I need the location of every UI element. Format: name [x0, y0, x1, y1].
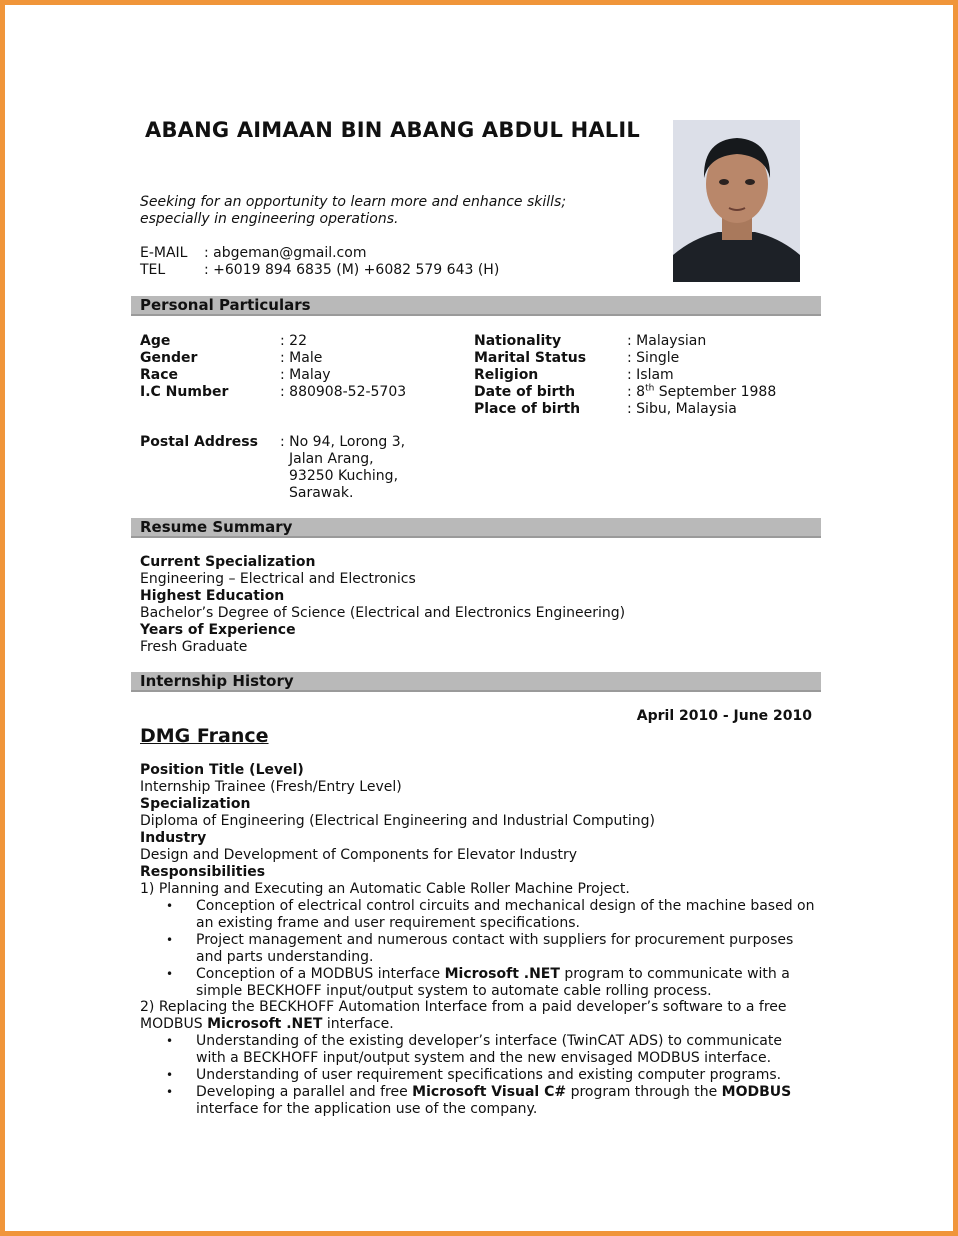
- ic-number-label: I.C Number: [140, 384, 229, 400]
- specialization-label: Current Specialization: [140, 554, 316, 570]
- task-2-line-1: Project management and numerous contact with suppliers for procurement purposes: [196, 932, 794, 948]
- industry-value: Design and Development of Components for Elevator Industry: [140, 847, 578, 863]
- task-3-text: Conception of a MODBUS interface: [196, 966, 445, 982]
- race-label: Race: [140, 367, 179, 383]
- bullet-icon: •: [166, 933, 174, 947]
- resp-2-text-end: interface.: [322, 1016, 394, 1032]
- candidate-name: ABANG AIMAAN BIN ABANG ABDUL HALIL: [145, 118, 640, 142]
- religion-label: Religion: [474, 367, 539, 383]
- experience-value: Fresh Graduate: [140, 639, 248, 655]
- postal-line-3: 93250 Kuching,: [289, 468, 399, 484]
- task-4-line-1: Understanding of the existing developer’s interface (TwinCAT ADS) to communicate: [196, 1033, 782, 1049]
- task-3-bold: Microsoft .NET: [444, 966, 560, 982]
- section-resume-summary: [131, 518, 821, 538]
- tel-value: : +6019 894 6835 (M) +6082 579 643 (H): [204, 262, 500, 278]
- race-value: : Malay: [280, 367, 331, 383]
- pob-label: Place of birth: [474, 401, 581, 417]
- responsibilities-label: Responsibilities: [140, 864, 266, 880]
- internship-period: April 2010 - June 2010: [636, 708, 812, 724]
- section-internship-history: [131, 672, 821, 692]
- position-label: Position Title (Level): [140, 762, 304, 778]
- task-6-line-1: [196, 1084, 791, 1101]
- task-6-text-mid: program through the: [566, 1084, 722, 1100]
- resp-2-text: MODBUS: [140, 1016, 208, 1032]
- gender-label: Gender: [140, 350, 198, 366]
- responsibility-1: 1) Planning and Executing an Automatic Cable Roller Machine Project.: [140, 881, 630, 897]
- task-6-line-2: interface for the application use of the company.: [196, 1101, 538, 1117]
- responsibility-2-line-1: 2) Replacing the BECKHOFF Automation Interface from a paid developer’s software to a free: [140, 999, 787, 1015]
- intern-specialization-value: Diploma of Engineering (Electrical Engineering and Industrial Computing): [140, 813, 656, 829]
- specialization-value: Engineering – Electrical and Electronics: [140, 571, 416, 587]
- postal-line-1: : No 94, Lorong 3,: [280, 434, 406, 450]
- bullet-icon: •: [166, 1085, 174, 1099]
- task-3-line-2: simple BECKHOFF input/output system to automate cable rolling process.: [196, 983, 712, 999]
- email-label: E-MAIL: [140, 245, 188, 261]
- dob-month-year: September 1988: [658, 384, 777, 400]
- dob-label: Date of birth: [474, 384, 576, 400]
- section-personal-particulars: [131, 296, 821, 316]
- section-title: Internship History: [140, 672, 294, 690]
- gender-value: : Male: [280, 350, 323, 366]
- task-6-bold-2: MODBUS: [721, 1084, 792, 1100]
- ic-number-value: : 880908-52-5703: [280, 384, 407, 400]
- resp-2-bold: Microsoft .NET: [207, 1016, 323, 1032]
- religion-value: : Islam: [627, 367, 674, 383]
- task-5-line-1: Understanding of user requirement specifications and existing computer programs.: [196, 1067, 782, 1083]
- postal-line-4: Sarawak.: [289, 485, 354, 501]
- postal-line-2: Jalan Arang,: [289, 451, 374, 467]
- marital-status-value: : Single: [627, 350, 680, 366]
- industry-label: Industry: [140, 830, 207, 846]
- profile-photo: [673, 120, 800, 282]
- education-value: Bachelor’s Degree of Science (Electrical and Electronics Engineering): [140, 605, 626, 621]
- objective-line-1: Seeking for an opportunity to learn more and enhance skills;: [140, 194, 567, 210]
- intern-specialization-label: Specialization: [140, 796, 251, 812]
- company-name: DMG France: [140, 725, 269, 747]
- task-6-bold-1: Microsoft Visual C#: [412, 1084, 567, 1100]
- age-value: : 22: [280, 333, 307, 349]
- postal-address-label: Postal Address: [140, 434, 258, 450]
- bullet-icon: •: [166, 1068, 174, 1082]
- bullet-icon: •: [166, 899, 174, 913]
- education-label: Highest Education: [140, 588, 285, 604]
- dob-day: : 8: [627, 384, 646, 400]
- responsibility-2-line-2: [140, 1016, 394, 1033]
- task-1-line-2: an existing frame and user requirement specifications.: [196, 915, 580, 931]
- task-3-line-1: [196, 966, 790, 983]
- tel-label: TEL: [140, 262, 166, 278]
- section-title: Personal Particulars: [140, 296, 311, 314]
- bullet-icon: •: [166, 967, 174, 981]
- task-1-line-1: Conception of electrical control circuits and mechanical design of the machine based on: [196, 898, 815, 914]
- position-value: Internship Trainee (Fresh/Entry Level): [140, 779, 402, 795]
- task-6-text: Developing a parallel and free: [196, 1084, 413, 1100]
- task-3-text-end: program to communicate with a: [559, 966, 790, 982]
- objective-line-2: especially in engineering operations.: [140, 211, 399, 227]
- task-4-line-2: with a BECKHOFF input/output system and the new envisaged MODBUS interface.: [196, 1050, 772, 1066]
- email-value: : abgeman@gmail.com: [204, 245, 367, 261]
- nationality-label: Nationality: [474, 333, 562, 349]
- section-title: Resume Summary: [140, 518, 293, 536]
- age-label: Age: [140, 333, 171, 349]
- bullet-icon: •: [166, 1034, 174, 1048]
- dob-suffix: th: [645, 383, 655, 394]
- experience-label: Years of Experience: [140, 622, 296, 638]
- task-2-line-2: and parts understanding.: [196, 949, 374, 965]
- marital-status-label: Marital Status: [474, 350, 587, 366]
- dob-value: [627, 384, 776, 401]
- nationality-value: : Malaysian: [627, 333, 707, 349]
- pob-value: : Sibu, Malaysia: [627, 401, 737, 417]
